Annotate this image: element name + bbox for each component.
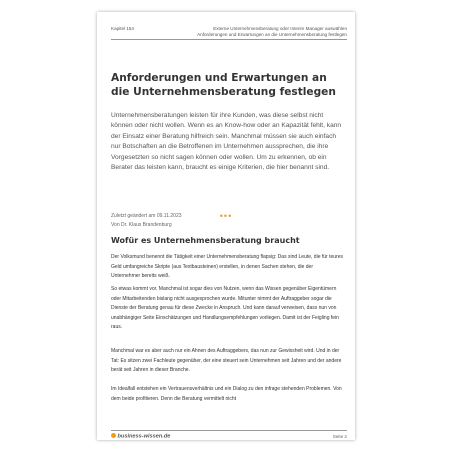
body-paragraph: Der Volksmund benennt die Tätigkeit einer Unternehmensberatung flapsig: Das sind Leute, die für teures Geld umfangreiche Skripte (aus Textbausteinen) erstellen, in denen Sachen stehen, die der Unternehmer bereits weiß. bbox=[111, 254, 343, 279]
breadcrumb-line-2: Anforderungen und Erwartungen an die Unternehmensberatung festlegen bbox=[197, 32, 347, 37]
body-paragraph: Im Idealfall entstehen ein Vertrauensverhältnis und ein Dialog zu den infrage stehenden Problemen. Von dem beide profitieren. Denn die Beratung vermittelt nicht bbox=[111, 386, 342, 402]
page-title: Anforderungen und Erwartungen an die Unternehmensberatung festlegen bbox=[111, 72, 336, 98]
header-breadcrumb bbox=[197, 26, 347, 38]
body-paragraph: Manchmal war es aber auch nur ein Ahnen des Auftraggebers, das nun zur Gewissheit wird. Und in der Tat: Es sitzen zwei Fachleute gegenüber, der eine steuert sein Unternehmen seit Jahren und der andere berät seit Jahren in dieser Branche. bbox=[111, 348, 342, 373]
section-separator: ••• bbox=[219, 211, 233, 221]
footer-logo[interactable] bbox=[111, 433, 170, 440]
document-page bbox=[97, 12, 355, 440]
page-number: Seite 2 bbox=[332, 434, 347, 439]
section-heading: Wofür es Unternehmensberatung braucht bbox=[111, 236, 300, 245]
logo-dot-icon bbox=[111, 433, 116, 438]
body-paragraph: So etwas kommt vor. Manchmal ist sogar dies von Nutzen, wenn das Wissen gegenüber Eigentümern oder Mitarbeitenden bislang nicht ausgesprochen wurde. Mitunter nimmt der Auftraggeber sogar die Dienste der Beratung genau für diese Zwecke in Anspruch. Und kann darauf verweisen, dass nun von unabhängiger Seite Einschätzungen und Handlungsempfehlungen vorliegen. Damit ist der Feigling fein raus. bbox=[111, 286, 339, 330]
updated-date: Zuletzt geändert am 09.11.2023 bbox=[111, 213, 182, 219]
page-header bbox=[111, 26, 347, 48]
footer-divider bbox=[111, 430, 347, 431]
intro-paragraph: Unternehmensberatungen leisten für ihre Kunden, was diese selbst nicht können oder nicht wollen. Wenn es an Know-how oder an Kapazität fehlt, kann der Einsatz einer Beratung hilfreich sein. Manchmal müssen sie auch einfach nur Botschaften an die Betroffenen im Unternehmen aussprechen, die ihre Vorgesetzten so nicht sagen können oder wollen. Um zu erkennen, ob ein Berater das leisten kann, braucht es einige Kriterien, die hier benannt sind. bbox=[111, 112, 342, 172]
header-divider bbox=[111, 39, 347, 40]
author-line: Von Dr. Klaus Brandenburg bbox=[111, 222, 172, 229]
chapter-label: Kapitel 154 bbox=[111, 26, 134, 31]
logo-text: business-wissen.de bbox=[117, 433, 171, 440]
breadcrumb-line-1: Externe Unternehmensberatung oder Interim Manager auswählen bbox=[213, 26, 347, 31]
